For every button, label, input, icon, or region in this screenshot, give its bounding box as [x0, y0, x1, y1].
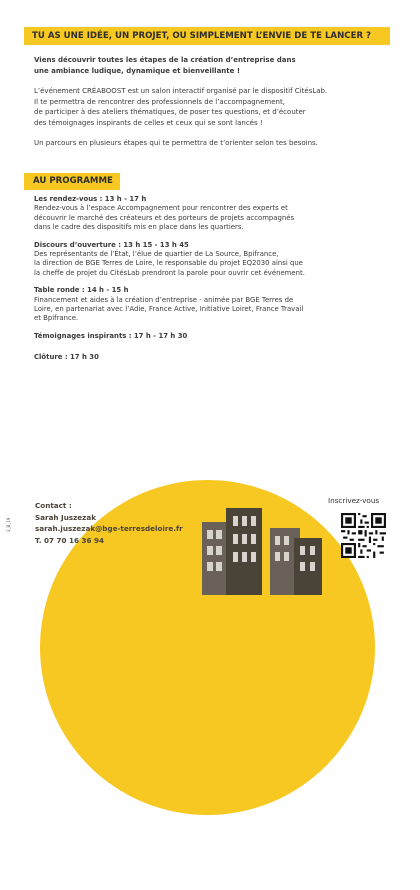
contact-email[interactable]: sarah.juszezak@bge-terresdeloire.fr [35, 524, 183, 533]
signup-label: Inscrivez-vous [328, 496, 380, 505]
contact-block [35, 500, 183, 546]
program-item-line: dans le cadre des dispositifs mis en place dans les quartiers. [34, 223, 244, 232]
program-item [34, 195, 389, 233]
intro-p2-line1: L’événement CRÉABOOST est un salon interactif organisé par le dispositif CitésLab. [34, 87, 328, 95]
contact-phone[interactable]: T. 07 70 16 36 94 [35, 535, 105, 545]
program-item [34, 353, 389, 362]
program-item [34, 332, 389, 341]
intro-p2-line4: des témoignages inspirants de celles et ceux qui se sont lancés ! [34, 118, 263, 127]
intro-summary: Un parcours en plusieurs étapes qui te permettra de t’orienter selon tes besoins. [34, 139, 318, 147]
qr-code[interactable] [341, 513, 386, 558]
program-item-title: Témoignages inspirants : 17 h - 17 h 30 [34, 331, 188, 340]
intro-lead-line2: une ambiance ludique, dynamique et bienveillante ! [34, 66, 241, 75]
intro-lead [34, 55, 394, 76]
program-item-title: Discours d’ouverture : 13 h 15 - 13 h 45 [34, 240, 189, 249]
program-item-title: Clôture : 17 h 30 [34, 353, 99, 362]
intro [34, 55, 394, 159]
program-item-line: découvrir le marché des créateurs et des porteurs de projets accompagnés [34, 213, 295, 222]
building-far-right [294, 538, 322, 595]
program-item-line: Financement et aides à la création d’entreprise - animée par BGE Terres de [34, 295, 294, 304]
header-banner: TU AS UNE IDÉE, UN PROJET, OU SIMPLEMENT L’ENVIE DE TE LANCER ? [24, 27, 390, 45]
program-item-line: Rendez-vous à l’espace Accompagnement pour rencontrer des experts et [34, 204, 288, 213]
program-item-line: Loire, en partenariat avec l’Adie, France Active, Initiative Loiret, France Travail [34, 305, 304, 314]
contact-name: Sarah Juszezak [35, 512, 96, 522]
program-item-title: Table ronde : 14 h - 15 h [34, 286, 129, 295]
program-title: AU PROGRAMME [24, 173, 120, 190]
contact-heading: Contact : [35, 501, 72, 510]
print-reference: 3_B_19 [6, 517, 11, 532]
program-item-line: Des représentants de l’État, l’élue de quartier de La Source, Bpifrance, [34, 250, 279, 259]
program-item-line: et Bpifrance. [34, 314, 79, 323]
intro-paragraph [34, 86, 394, 128]
intro-lead-line1: Viens découvrir toutes les étapes de la création d’entreprise dans [34, 56, 296, 64]
program-item-title: Les rendez-vous : 13 h - 17 h [34, 195, 147, 203]
intro-p2-line3: de participer à des ateliers thématiques, de poser tes questions, et d’écouter [34, 108, 306, 116]
intro-p2-line2: Il te permettra de rencontrer des professionnels de l’accompagnement, [34, 97, 285, 106]
program-item [34, 286, 389, 324]
program-item [34, 241, 389, 279]
program-item-line: la direction de BGE Terres de Loire, le responsable du projet EQ2030 ainsi que [34, 259, 303, 268]
program-list [34, 195, 389, 371]
buildings-illustration [202, 500, 330, 595]
program-item-line: la cheffe de projet du CitésLab prendront la parole pour ouvrir cet événement. [34, 268, 305, 277]
